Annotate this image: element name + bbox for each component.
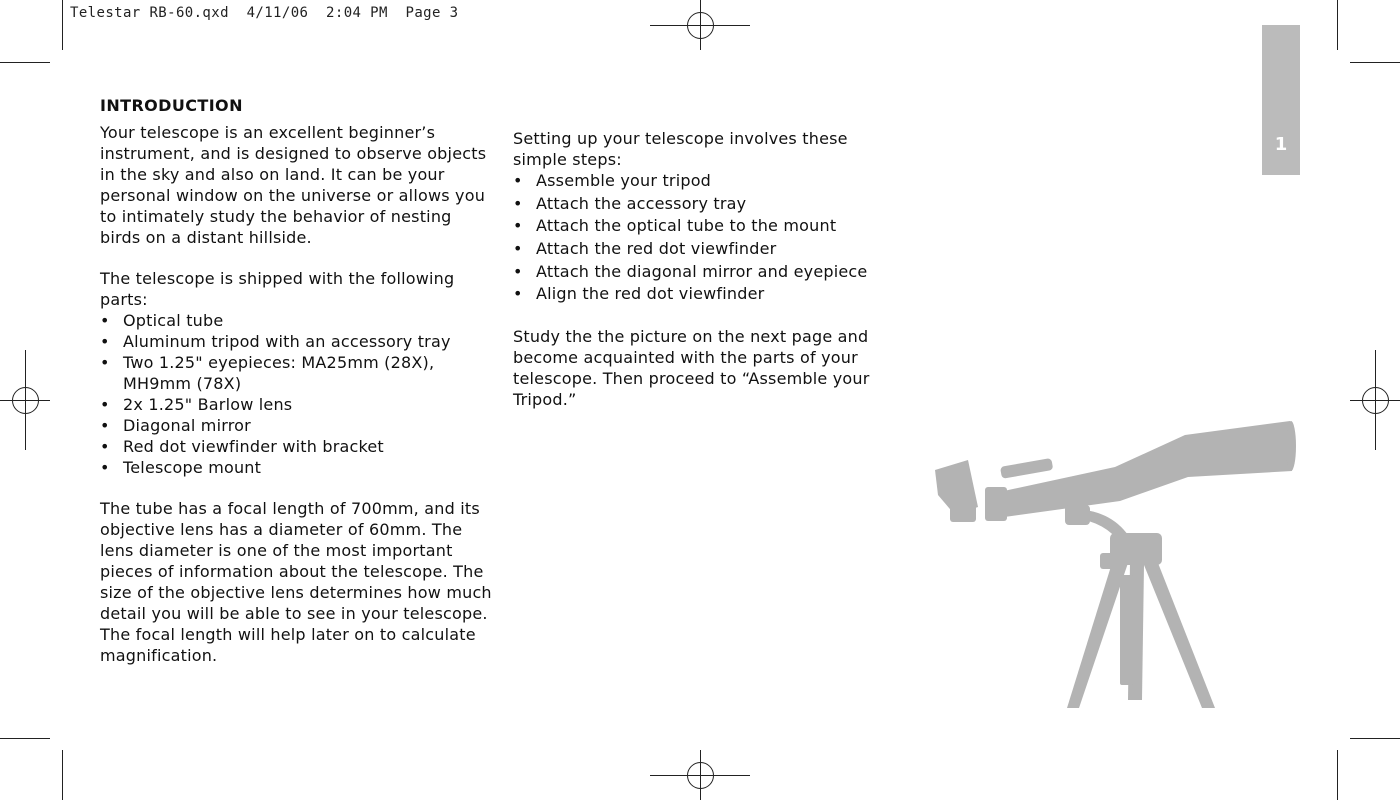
list-item: • Aluminum tripod with an accessory tray: [100, 332, 451, 351]
list-item: • Red dot viewfinder with bracket: [100, 437, 384, 456]
list-item: • Telescope mount: [100, 458, 262, 477]
setup-column: [513, 128, 893, 410]
page-number-tab: [1262, 25, 1300, 175]
intro-paragraph: Your telescope is an excellent beginner’s instrument, and is designed to observe objects in the sky and also on land. It can be your personal window on the universe or allows you to intimately study the behavior of nesting birds on a distant hillside.: [100, 123, 487, 247]
telescope-illustration-icon: [930, 415, 1300, 710]
crop-mark: [1350, 738, 1400, 739]
list-item: • Two 1.25" eyepieces: MA25mm (28X), MH9mm (78X): [100, 353, 435, 393]
parts-list: [100, 310, 495, 478]
registration-mark-icon: [0, 350, 50, 450]
print-slug: Telestar RB-60.qxd 4/11/06 2:04 PM Page 3: [70, 5, 459, 21]
list-item: • Attach the accessory tray: [513, 193, 747, 213]
page-number: 1: [1274, 134, 1288, 155]
tube-paragraph: The tube has a focal length of 700mm, and its objective lens has a diameter of 60mm. The lens diameter is one of the most important pieces of information about the telescope. The size of the objective lens determines how much detail you will be able to see in your telescope. The focal length will help later on to calculate magnification.: [100, 499, 492, 665]
intro-column: [100, 95, 495, 666]
setup-steps-list: [513, 170, 893, 304]
list-item: • Attach the diagonal mirror and eyepiece: [513, 261, 868, 281]
crop-mark: [0, 738, 50, 739]
crop-mark: [62, 750, 63, 800]
registration-mark-icon: [1350, 350, 1400, 450]
crop-mark: [62, 0, 63, 50]
list-item: • Attach the red dot viewfinder: [513, 239, 777, 259]
crop-mark: [0, 62, 50, 63]
crop-mark: [1337, 750, 1338, 800]
setup-intro: Setting up your telescope involves these simple steps:: [513, 129, 848, 169]
list-item: • Assemble your tripod: [513, 171, 712, 190]
parts-intro: The telescope is shipped with the following parts:: [100, 269, 455, 309]
crop-mark: [1350, 62, 1400, 63]
setup-closing: Study the the picture on the next page and become acquainted with the parts of your telescope. Then proceed to “Assemble your Tripod.”: [513, 327, 870, 410]
list-item: • Align the red dot viewfinder: [513, 284, 765, 304]
crop-mark: [1337, 0, 1338, 50]
list-item: • Diagonal mirror: [100, 416, 251, 435]
list-item: • Optical tube: [100, 311, 224, 330]
registration-mark-icon: [650, 0, 750, 50]
registration-mark-icon: [650, 750, 750, 800]
section-heading: INTRODUCTION: [100, 96, 243, 115]
list-item: • 2x 1.25" Barlow lens: [100, 395, 293, 414]
list-item: • Attach the optical tube to the mount: [513, 216, 837, 236]
